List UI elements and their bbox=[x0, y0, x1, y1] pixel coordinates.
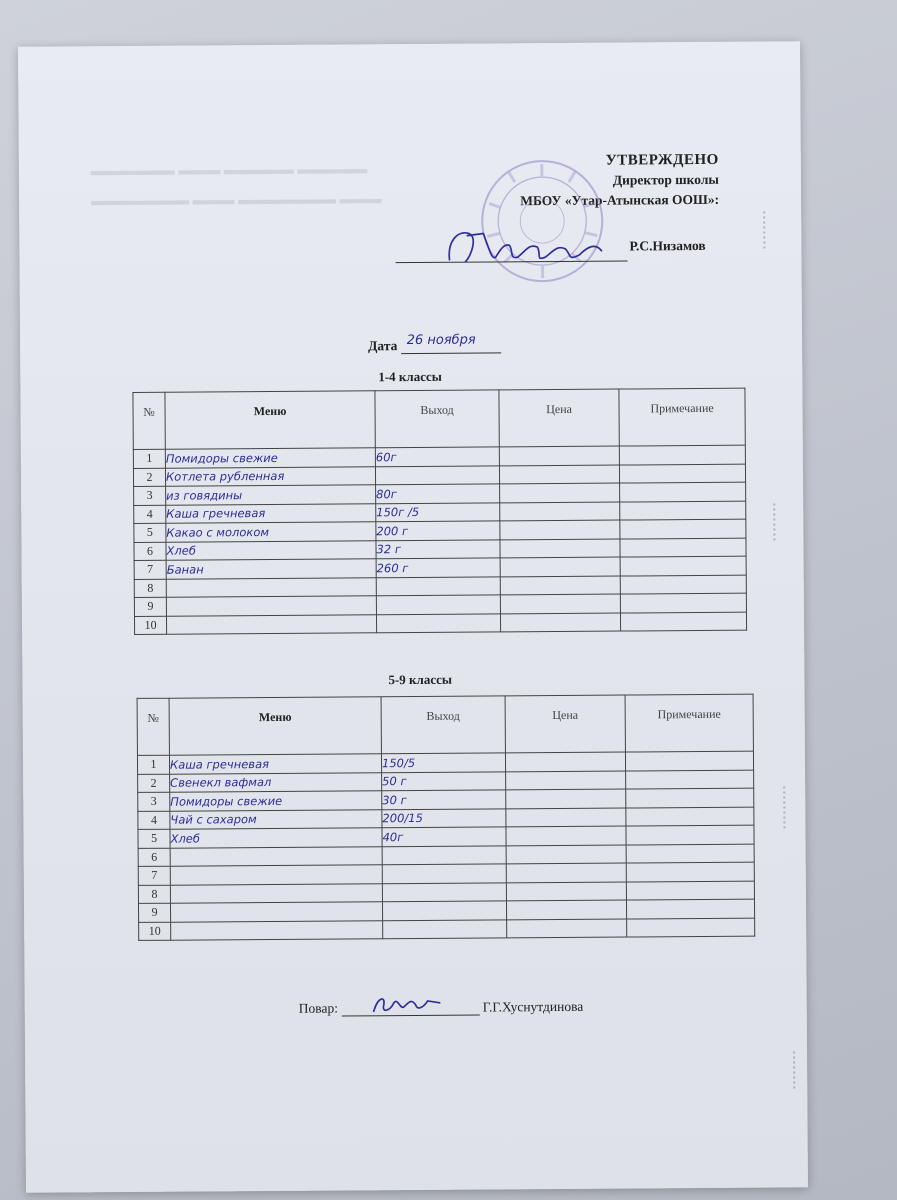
row-menu-item bbox=[170, 865, 382, 885]
row-menu-item: Хлеб bbox=[166, 540, 376, 560]
row-output: 200/15 bbox=[382, 808, 506, 827]
row-note bbox=[626, 825, 754, 844]
row-output: 80г bbox=[376, 484, 500, 503]
row-menu-item: Каша гречневая bbox=[169, 754, 381, 774]
row-number: 7 bbox=[138, 866, 170, 885]
row-price bbox=[507, 919, 627, 938]
date-label: Дата bbox=[368, 338, 398, 354]
row-output bbox=[376, 595, 500, 614]
row-note bbox=[620, 593, 746, 612]
row-menu-item: Банан bbox=[166, 559, 376, 579]
row-note bbox=[626, 770, 754, 789]
row-note bbox=[620, 556, 746, 575]
row-menu-item bbox=[170, 846, 382, 866]
row-menu-item bbox=[170, 883, 382, 903]
menu-table-grades-5-9 bbox=[137, 694, 756, 941]
row-number: 5 bbox=[134, 523, 166, 542]
edge-marks bbox=[773, 503, 775, 541]
bleed-through-text: ▬▬▬▬▬▬▬ ▬▬▬ ▬▬▬▬▬▬▬ ▬▬▬ bbox=[91, 192, 382, 210]
row-note bbox=[620, 538, 746, 557]
row-price bbox=[499, 465, 619, 484]
header-menu: Меню bbox=[169, 697, 381, 755]
row-note bbox=[620, 519, 746, 538]
cook-signature bbox=[369, 991, 449, 1018]
row-price bbox=[506, 863, 626, 882]
row-menu-item: Хлеб bbox=[170, 828, 382, 848]
table1-caption: 1-4 классы bbox=[378, 368, 442, 385]
row-output: 30 г bbox=[382, 790, 506, 809]
row-price bbox=[500, 613, 620, 632]
row-output bbox=[382, 882, 506, 901]
header-price: Цена bbox=[505, 695, 625, 753]
row-number: 8 bbox=[138, 885, 170, 904]
table2-caption: 5-9 классы bbox=[388, 671, 453, 688]
row-price bbox=[500, 557, 620, 576]
row-note bbox=[626, 807, 754, 826]
edge-marks bbox=[783, 786, 785, 828]
row-output bbox=[383, 919, 507, 938]
edge-marks bbox=[793, 1051, 795, 1089]
approval-school: МБОУ «Утар-Атынская ООШ»: bbox=[520, 191, 720, 209]
row-number: 8 bbox=[134, 579, 166, 598]
row-number: 9 bbox=[134, 597, 166, 616]
row-note bbox=[620, 501, 746, 520]
date-value: 26 ноября bbox=[406, 332, 476, 349]
row-menu-item: Свенекл вафмал bbox=[170, 772, 382, 792]
row-price bbox=[500, 576, 620, 595]
row-menu-item bbox=[166, 577, 376, 597]
row-price bbox=[506, 826, 626, 845]
bleed-through-text: ▬▬▬▬▬▬ ▬▬▬ ▬▬▬▬▬ ▬▬▬▬▬ bbox=[90, 162, 368, 180]
row-output: 50 г bbox=[382, 771, 506, 790]
header-num: № bbox=[137, 698, 169, 755]
row-note bbox=[626, 844, 754, 863]
row-note bbox=[625, 751, 753, 770]
row-output: 150г /5 bbox=[376, 502, 500, 521]
row-menu-item: Чай с сахаром bbox=[170, 809, 382, 829]
row-price bbox=[506, 789, 626, 808]
row-output: 260 г bbox=[376, 558, 500, 577]
row-price bbox=[505, 752, 625, 771]
row-number: 2 bbox=[138, 774, 170, 793]
table-row bbox=[134, 612, 746, 635]
row-note bbox=[626, 788, 754, 807]
header-price: Цена bbox=[499, 389, 619, 447]
row-price bbox=[506, 808, 626, 827]
row-menu-item bbox=[166, 614, 376, 634]
row-note bbox=[619, 464, 745, 483]
row-price bbox=[506, 900, 626, 919]
row-output: 150/5 bbox=[381, 753, 505, 772]
row-menu-item: Каша гречневая bbox=[166, 503, 376, 523]
row-note bbox=[626, 899, 754, 918]
row-price bbox=[499, 446, 619, 465]
row-number: 4 bbox=[138, 811, 170, 830]
row-price bbox=[506, 845, 626, 864]
row-number: 6 bbox=[134, 542, 166, 561]
row-output bbox=[376, 613, 500, 632]
row-output: 32 г bbox=[376, 539, 500, 558]
row-note bbox=[626, 862, 754, 881]
row-number: 6 bbox=[138, 848, 170, 867]
row-menu-item: из говядины bbox=[166, 485, 376, 505]
cook-label: Повар: bbox=[298, 1000, 338, 1016]
date-field bbox=[368, 332, 501, 354]
cook-name: Г.Г.Хуснутдинова bbox=[482, 998, 584, 1015]
row-price bbox=[500, 483, 620, 502]
row-output bbox=[375, 465, 499, 484]
row-number: 9 bbox=[138, 903, 170, 922]
row-price bbox=[506, 771, 626, 790]
row-output bbox=[382, 864, 506, 883]
row-number: 4 bbox=[134, 505, 166, 524]
row-number: 3 bbox=[134, 486, 166, 505]
row-output bbox=[382, 845, 506, 864]
menu-table-grades-1-4 bbox=[132, 388, 747, 635]
row-output: 200 г bbox=[376, 521, 500, 540]
approval-position: Директор школы bbox=[612, 171, 720, 188]
row-number: 2 bbox=[133, 468, 165, 487]
row-note bbox=[619, 445, 745, 464]
row-price bbox=[500, 520, 620, 539]
row-price bbox=[500, 594, 620, 613]
row-note bbox=[627, 918, 755, 937]
row-note bbox=[626, 881, 754, 900]
row-price bbox=[500, 539, 620, 558]
row-number: 1 bbox=[137, 755, 169, 774]
row-number: 1 bbox=[133, 449, 165, 468]
row-note bbox=[620, 482, 746, 501]
row-output bbox=[382, 901, 506, 920]
row-menu-item: Помидоры свежие bbox=[165, 448, 375, 468]
row-output bbox=[376, 576, 500, 595]
row-menu-item bbox=[170, 902, 382, 922]
header-output: Выход bbox=[375, 390, 499, 448]
edge-marks bbox=[763, 212, 765, 252]
row-menu-item bbox=[171, 920, 383, 940]
row-menu-item: Помидоры свежие bbox=[170, 791, 382, 811]
menu-document bbox=[18, 41, 808, 1192]
table-header-row bbox=[133, 388, 745, 449]
header-output: Выход bbox=[381, 696, 505, 754]
row-price bbox=[506, 882, 626, 901]
director-signature bbox=[439, 221, 609, 270]
row-number: 5 bbox=[138, 829, 170, 848]
row-menu-item: Какао с молоком bbox=[166, 522, 376, 542]
cook-signature-line bbox=[341, 1001, 479, 1017]
row-menu-item: Котлета рубленная bbox=[165, 466, 375, 486]
row-number: 7 bbox=[134, 560, 166, 579]
header-note: Примечание bbox=[619, 388, 745, 446]
row-number: 3 bbox=[138, 792, 170, 811]
row-note bbox=[620, 575, 746, 594]
director-name: Р.С.Низамов bbox=[629, 237, 706, 254]
row-price bbox=[500, 502, 620, 521]
row-number: 10 bbox=[134, 616, 166, 635]
row-output: 40г bbox=[382, 827, 506, 846]
header-menu: Меню bbox=[165, 391, 375, 449]
row-menu-item bbox=[166, 596, 376, 616]
table-row bbox=[139, 918, 755, 941]
cook-signature-row bbox=[299, 999, 584, 1017]
table-header-row bbox=[137, 694, 753, 755]
header-note: Примечание bbox=[625, 694, 753, 752]
approval-title: УТВЕРЖДЕНО bbox=[605, 151, 719, 169]
header-num: № bbox=[133, 392, 165, 449]
row-note bbox=[620, 612, 746, 631]
row-number: 10 bbox=[139, 922, 171, 941]
row-output: 60г bbox=[375, 447, 499, 466]
